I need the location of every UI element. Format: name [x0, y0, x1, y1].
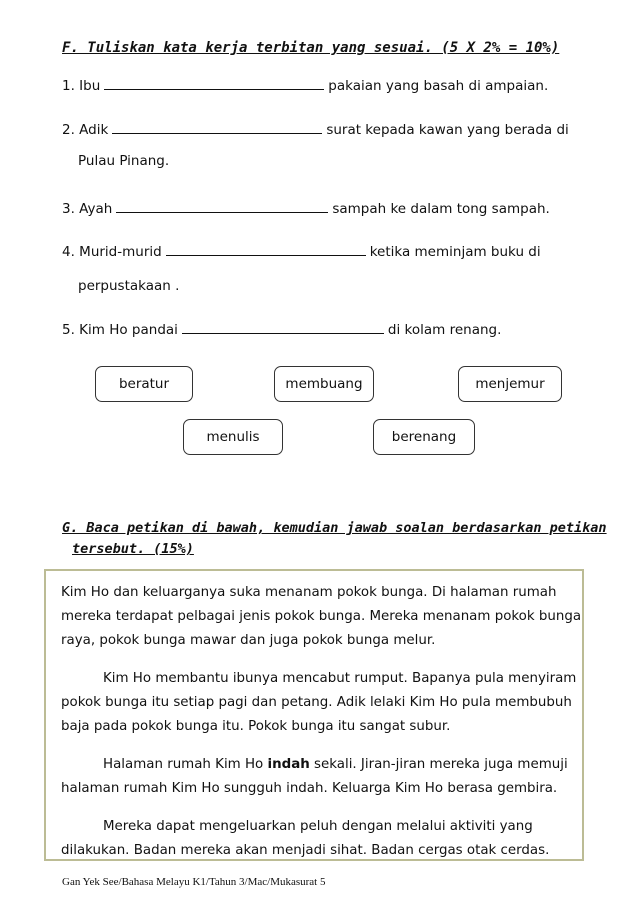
passage-paragraph-3	[61, 753, 574, 801]
answer-blank-3[interactable]	[116, 201, 328, 213]
question-2	[62, 122, 569, 138]
word-box-beratur[interactable]: beratur	[95, 366, 193, 402]
passage-line: mereka terdapat pelbagai jenis pokok bunga. Mereka menanam pokok bunga	[61, 609, 582, 624]
section-g-title-line1: G. Baca petikan di bawah, kemudian jawab soalan berdasarkan petikan	[62, 520, 607, 536]
passage-bold-word: indah	[267, 757, 310, 772]
question-1-prefix: 1. Ibu	[62, 78, 101, 94]
word-box-menjemur[interactable]: menjemur	[458, 366, 562, 402]
passage-text: Halaman rumah Kim Ho	[103, 757, 268, 772]
answer-blank-2[interactable]	[112, 122, 322, 134]
passage-paragraph-1	[61, 581, 582, 653]
question-2-continuation: Pulau Pinang.	[78, 153, 170, 169]
word-box-berenang[interactable]: berenang	[373, 419, 475, 455]
passage-line: dilakukan. Badan mereka akan menjadi sihat. Badan cergas otak cerdas.	[61, 843, 550, 858]
passage-line	[61, 753, 574, 777]
page-footer: Gan Yek See/Bahasa Melayu K1/Tahun 3/Mac/Mukasurat 5	[62, 876, 326, 888]
reading-passage	[44, 569, 584, 861]
word-box-menulis[interactable]: menulis	[183, 419, 283, 455]
passage-line: baja pada pokok bunga itu. Pokok bunga itu sangat subur.	[61, 719, 451, 734]
word-box-membuang[interactable]: membuang	[274, 366, 374, 402]
question-2-suffix: surat kepada kawan yang berada di	[326, 122, 569, 138]
section-g-title	[62, 518, 607, 560]
question-5-prefix: 5. Kim Ho pandai	[62, 322, 178, 338]
question-4-prefix: 4. Murid-murid	[62, 244, 162, 260]
question-4-suffix: ketika meminjam buku di	[369, 244, 541, 260]
question-1-suffix: pakaian yang basah di ampaian.	[328, 78, 549, 94]
question-5	[62, 322, 501, 338]
question-4-continuation: perpustakaan .	[78, 278, 180, 294]
passage-line: Kim Ho membantu ibunya mencabut rumput. Bapanya pula menyiram	[103, 671, 577, 686]
passage-paragraph-2	[61, 667, 577, 739]
question-3-suffix: sampah ke dalam tong sampah.	[332, 201, 550, 217]
passage-line: Mereka dapat mengeluarkan peluh dengan melalui aktiviti yang	[103, 819, 533, 834]
answer-blank-1[interactable]	[104, 78, 324, 90]
passage-paragraph-4	[61, 815, 574, 863]
passage-line: halaman rumah Kim Ho sungguh indah. Keluarga Kim Ho berasa gembira.	[61, 781, 558, 796]
answer-blank-4[interactable]	[166, 244, 366, 256]
section-g-title-line2: tersebut. (15%)	[72, 541, 194, 557]
question-3-prefix: 3. Ayah	[62, 201, 113, 217]
question-1	[62, 78, 548, 94]
question-3	[62, 201, 550, 217]
passage-line: Kim Ho dan keluarganya suka menanam pokok bunga. Di halaman rumah	[61, 585, 557, 600]
passage-line: raya, pokok bunga mawar dan juga pokok bunga melur.	[61, 633, 436, 648]
question-5-suffix: di kolam renang.	[387, 322, 502, 338]
question-4	[62, 244, 541, 260]
passage-line: pokok bunga itu setiap pagi dan petang. Adik lelaki Kim Ho pula membubuh	[61, 695, 572, 710]
section-f-title: F. Tuliskan kata kerja terbitan yang sesuai. (5 X 2% = 10%)	[62, 40, 560, 56]
question-2-prefix: 2. Adik	[62, 122, 109, 138]
passage-text: sekali. Jiran-jiran mereka juga memuji	[309, 757, 568, 772]
answer-blank-5[interactable]	[182, 322, 384, 334]
